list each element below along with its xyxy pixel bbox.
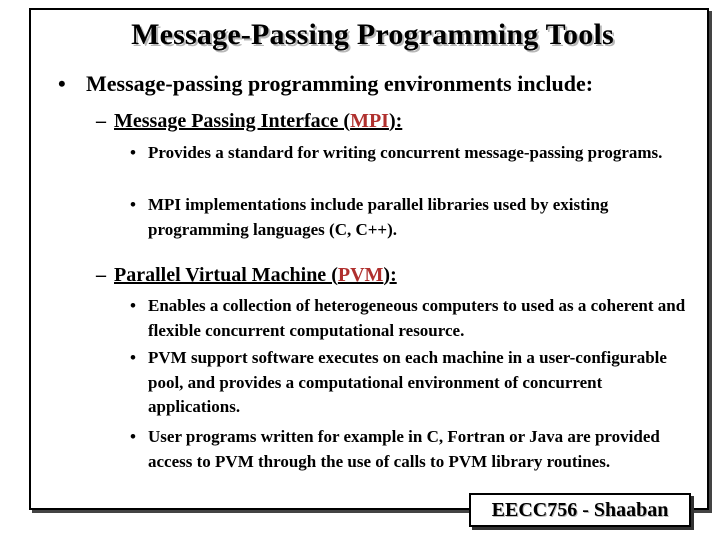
pvm-acronym: PVM: [337, 264, 384, 286]
dash-icon: –: [96, 264, 106, 286]
bullet-environments-text: Message-passing programming environments include:: [86, 71, 594, 96]
mpi-point-text: Provides a standard for writing concurrent message-passing programs.: [148, 143, 663, 162]
pvm-point-text: Enables a collection of heterogeneous computers to used as a coherent and flexible concurrent computational resource.: [148, 296, 686, 340]
pvm-point-text: User programs written for example in C, Fortran or Java are provided access to PVM through the use of calls to PVM library routines.: [148, 427, 660, 471]
pvm-heading: [96, 264, 397, 287]
pvm-point-text: PVM support software executes on each machine in a user-configurable pool, and provides a computational environment of concurrent applications.: [148, 348, 667, 416]
mpi-acronym: MPI: [350, 110, 389, 132]
slide-title: Message-Passing Programming Tools: [131, 18, 614, 51]
dash-icon: –: [96, 110, 106, 132]
bullet-icon: •: [130, 143, 136, 162]
mpi-heading: [96, 110, 402, 133]
mpi-point-text: MPI implementations include parallel libraries used by existing programming languages (C, C++).: [148, 195, 609, 239]
bullet-icon: •: [130, 296, 136, 315]
bullet-icon: •: [130, 348, 136, 367]
bullet-icon: •: [130, 427, 136, 446]
pvm-heading-text: Parallel Virtual Machine (PVM):: [114, 264, 397, 286]
bullet-icon: •: [58, 71, 66, 96]
bullet-icon: •: [130, 195, 136, 214]
mpi-heading-text: Message Passing Interface (MPI):: [114, 110, 403, 132]
course-badge: EECC756 - Shaaban: [469, 493, 691, 527]
